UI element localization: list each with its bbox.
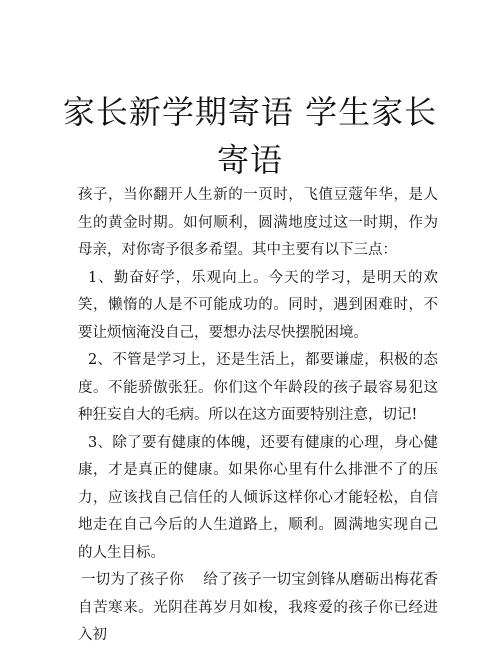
paragraph-point-3: 3、除了要有健康的体魄，还要有健康的心理，身心健康，才是真正的健康。如果你心里有什么排泄不了的压力，应该找自己信任的人倾诉这样你心才能轻松，自信地走在自己今后的人生道路上，顺利。圆满地实现自己的人生目标。 <box>78 434 438 561</box>
paragraph-intro: 孩子，当你翻开人生新的一页时，飞值豆蔻年华，是人生的黄金时期。如何顺利，圆满地度过这一时期，作为母亲，对你寄予很多希望。其中主要有以下三点： <box>78 187 438 258</box>
title-line-2: 寄语 <box>216 141 283 179</box>
document-body <box>78 182 438 650</box>
paragraph-point-1: 1、勤奋好学，乐观向上。今天的学习，是明天的欢笑，懒惰的人是不可能成功的。同时，遇到困难时，不要让烦恼淹没自己，要想办法尽快摆脱困境。 <box>78 269 438 341</box>
document-title <box>40 88 460 184</box>
paragraph-point-2: 2、不管是学习上，还是生活上，都要谦虚，积极的态度。不能骄傲张狂。你们这个年龄段的孩子最容易犯这种狂妄自大的毛病。所以在这方面要特别注意，切记! <box>78 352 438 423</box>
paragraph-closing: 一切为了孩子你 给了孩子一切宝剑锋从磨砺出梅花香自苦寒来。光阴荏苒岁月如梭，我疼爱的孩子你已经进入初 <box>78 572 438 643</box>
title-line-1: 家长新学期寄语 学生家长 <box>62 93 438 131</box>
